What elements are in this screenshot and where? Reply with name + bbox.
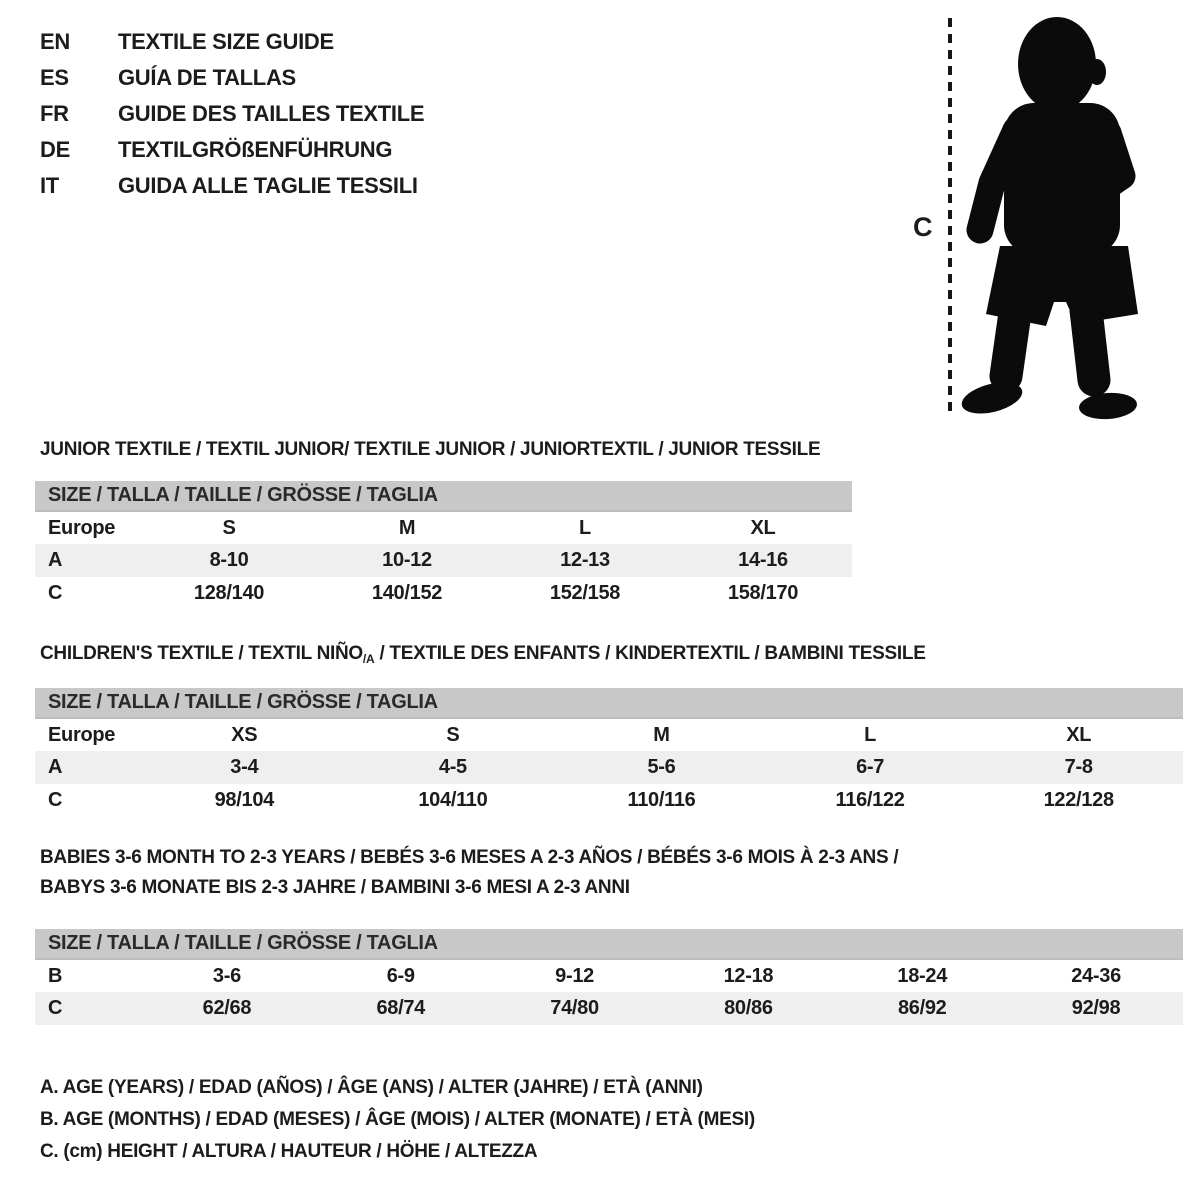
lang-row-es bbox=[40, 60, 424, 96]
cell: 5-6 bbox=[557, 751, 766, 784]
cell: 14-16 bbox=[674, 544, 852, 577]
lang-row-fr bbox=[40, 96, 424, 132]
cell: 92/98 bbox=[1009, 992, 1183, 1025]
cell: M bbox=[653, 723, 670, 746]
cell: XL bbox=[1066, 723, 1092, 746]
row-label: C bbox=[48, 789, 63, 811]
row-label: A bbox=[35, 544, 140, 577]
language-title-block bbox=[40, 24, 424, 204]
children-size-table bbox=[35, 688, 1183, 817]
row-label: C bbox=[35, 992, 140, 1025]
cell: 68/74 bbox=[314, 992, 488, 1025]
babies-heading-line2: BABYS 3-6 MONATE BIS 2-3 JAHRE / BAMBINI 3-6 MESI A 2-3 ANNI bbox=[40, 877, 630, 898]
lang-code-it: IT bbox=[40, 173, 59, 198]
figure-height-label: C bbox=[913, 212, 933, 242]
cell: 158/170 bbox=[727, 582, 799, 604]
cell: 152/158 bbox=[549, 582, 621, 604]
row-label: Europe bbox=[48, 723, 116, 746]
cell: 122/128 bbox=[1043, 789, 1114, 811]
cell: L bbox=[864, 723, 877, 746]
lang-code-fr: FR bbox=[40, 101, 69, 126]
cell: 3-4 bbox=[140, 751, 349, 784]
table-row-europe bbox=[35, 511, 852, 544]
cell: 86/92 bbox=[835, 992, 1009, 1025]
cell: 74/80 bbox=[488, 992, 662, 1025]
section-heading-children bbox=[40, 642, 926, 671]
cell: L bbox=[579, 516, 591, 539]
table-row-europe bbox=[35, 718, 1183, 751]
table-row-height bbox=[35, 784, 1183, 817]
cell: XL bbox=[750, 516, 776, 539]
size-header-label: SIZE / TALLA / TAILLE / GRÖSSE / TAGLIA bbox=[35, 929, 1183, 959]
lang-code-de: DE bbox=[40, 137, 70, 162]
cell: S bbox=[446, 723, 460, 746]
babies-heading-line1: BABIES 3-6 MONTH TO 2-3 YEARS / BEBÉS 3-6 MESES A 2-3 AÑOS / BÉBÉS 3-6 MOIS À 2-3 ANS / bbox=[40, 847, 899, 868]
cell: S bbox=[222, 516, 236, 539]
cell: XS bbox=[231, 723, 258, 746]
cell: M bbox=[398, 516, 416, 539]
table-row-age bbox=[35, 751, 1183, 784]
cell: 18-24 bbox=[897, 964, 948, 987]
table-row-age bbox=[35, 544, 852, 577]
section-heading-junior: JUNIOR TEXTILE / TEXTIL JUNIOR/ TEXTILE JUNIOR / JUNIORTEXTIL / JUNIOR TESSILE bbox=[40, 439, 821, 460]
lang-row-it bbox=[40, 168, 424, 204]
cell: 98/104 bbox=[214, 789, 274, 811]
table-header-row bbox=[35, 688, 1183, 718]
legend-block bbox=[40, 1072, 755, 1168]
legend-line-b: B. AGE (MONTHS) / EDAD (MESES) / ÂGE (MOIS) / ALTER (MONATE) / ETÀ (MESI) bbox=[40, 1109, 755, 1130]
cell: 6-9 bbox=[386, 964, 415, 987]
cell: 140/152 bbox=[371, 582, 443, 604]
toddler-silhouette-figure bbox=[900, 8, 1160, 420]
cell: 7-8 bbox=[974, 751, 1183, 784]
cell: 110/116 bbox=[627, 789, 696, 811]
guide-title-en: TEXTILE SIZE GUIDE bbox=[118, 29, 334, 54]
row-label: Europe bbox=[48, 516, 116, 539]
row-label: C bbox=[48, 582, 63, 604]
cell: 8-10 bbox=[140, 544, 318, 577]
cell: 4-5 bbox=[349, 751, 558, 784]
row-label: B bbox=[48, 964, 63, 987]
cell: 24-36 bbox=[1071, 964, 1121, 987]
row-label: A bbox=[35, 751, 140, 784]
lang-code-es: ES bbox=[40, 65, 69, 90]
heading-children-post: / TEXTILE DES ENFANTS / KINDERTEXTIL / BAMBINI TESSILE bbox=[374, 643, 926, 664]
cell: 62/68 bbox=[140, 992, 314, 1025]
size-header-label: SIZE / TALLA / TAILLE / GRÖSSE / TAGLIA bbox=[35, 481, 852, 511]
table-row-height bbox=[35, 992, 1183, 1025]
cell: 3-6 bbox=[212, 964, 241, 987]
guide-title-es: GUÍA DE TALLAS bbox=[118, 65, 296, 90]
heading-children-pre: CHILDREN'S TEXTILE / TEXTIL NIÑO bbox=[40, 643, 363, 664]
cell: 104/110 bbox=[418, 789, 488, 811]
cell: 116/122 bbox=[835, 789, 905, 811]
table-row-height bbox=[35, 577, 852, 610]
lang-row-de bbox=[40, 132, 424, 168]
cell: 9-12 bbox=[555, 964, 594, 987]
guide-title-de: TEXTILGRÖßENFÜHRUNG bbox=[118, 137, 393, 162]
heading-children-sub: /A bbox=[362, 652, 375, 666]
table-row-months bbox=[35, 959, 1183, 992]
cell: 12-18 bbox=[723, 964, 774, 987]
cell: 12-13 bbox=[496, 544, 674, 577]
cell: 128/140 bbox=[193, 582, 265, 604]
legend-line-a: A. AGE (YEARS) / EDAD (AÑOS) / ÂGE (ANS) / ALTER (JAHRE) / ETÀ (ANNI) bbox=[40, 1077, 703, 1098]
guide-title-fr: GUIDE DES TAILLES TEXTILE bbox=[118, 101, 425, 126]
babies-size-table bbox=[35, 929, 1183, 1025]
guide-title-it: GUIDA ALLE TAGLIE TESSILI bbox=[118, 173, 418, 198]
lang-code-en: EN bbox=[40, 29, 70, 54]
lang-row-en bbox=[40, 24, 424, 60]
size-header-label: SIZE / TALLA / TAILLE / GRÖSSE / TAGLIA bbox=[35, 688, 1183, 718]
table-header-row bbox=[35, 481, 852, 511]
junior-size-table bbox=[35, 481, 852, 610]
legend-line-c: C. (cm) HEIGHT / ALTURA / HAUTEUR / HÖHE / ALTEZZA bbox=[40, 1141, 538, 1162]
toddler-silhouette bbox=[959, 17, 1138, 420]
cell: 80/86 bbox=[661, 992, 835, 1025]
section-heading-babies bbox=[40, 843, 898, 903]
table-header-row bbox=[35, 929, 1183, 959]
cell: 6-7 bbox=[766, 751, 975, 784]
cell: 10-12 bbox=[318, 544, 496, 577]
